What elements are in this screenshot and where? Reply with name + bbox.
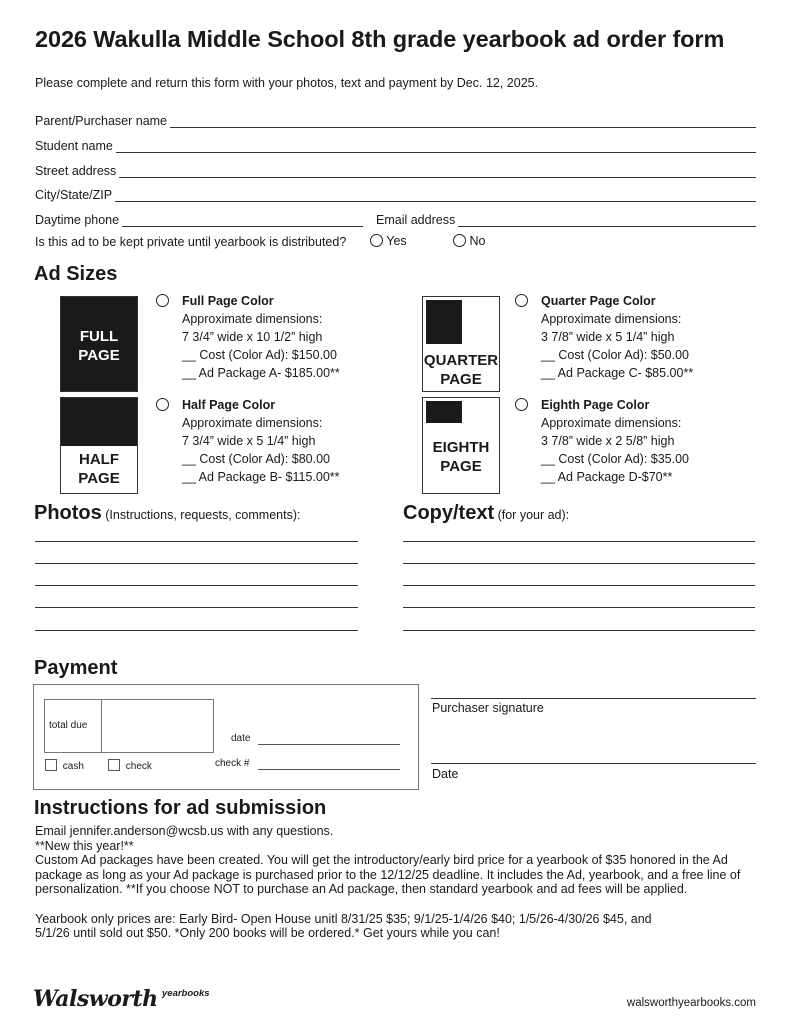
daytime-phone-field[interactable]: [35, 211, 363, 227]
payment-box: [33, 684, 419, 790]
ad-sizes-heading: Ad Sizes: [34, 263, 118, 285]
copy-line-3[interactable]: [403, 585, 755, 586]
cash-checkbox[interactable]: [45, 759, 57, 771]
photos-line-4[interactable]: [35, 607, 358, 608]
eighth-page-dims: 3 7/8” wide x 2 5/8” high: [541, 434, 675, 448]
photos-line-5[interactable]: [35, 630, 358, 631]
copy-subtitle: (for your ad):: [494, 508, 570, 522]
total-due-label: total due: [49, 720, 88, 731]
copy-title: Copy/text: [403, 502, 495, 524]
private-no-option[interactable]: [453, 234, 485, 248]
half-fill: [61, 398, 137, 446]
quarter-page-radio[interactable]: [515, 294, 528, 307]
full-page-cost: __ Cost (Color Ad): $150.00: [182, 348, 337, 362]
quarter-page-cost: __ Cost (Color Ad): $50.00: [541, 348, 689, 362]
email-line[interactable]: [458, 215, 756, 227]
purchaser-name-label: Parent/Purchaser name: [35, 114, 168, 128]
instructions-body: [35, 824, 765, 941]
full-page-option[interactable]: [182, 292, 340, 382]
full-page-dim-label: Approximate dimensions:: [182, 312, 323, 326]
quarter-page-package: __ Ad Package C- $85.00**: [541, 366, 694, 380]
eighth-page-diagram: [422, 397, 500, 494]
city-state-zip-field[interactable]: [35, 186, 756, 202]
private-yes-option[interactable]: [370, 234, 407, 248]
eighth-page-cost: __ Cost (Color Ad): $35.00: [541, 452, 689, 466]
instructions-email: Email jennifer.anderson@wcsb.us with any questions.: [35, 824, 334, 838]
full-page-dims: 7 3/4” wide x 10 1/2” high: [182, 330, 323, 344]
private-question: Is this ad to be kept private until yearbook is distributed?: [35, 235, 347, 249]
quarter-page-option[interactable]: [541, 292, 693, 382]
quarter-page-box-line2: PAGE: [440, 371, 482, 388]
city-state-zip-label: City/State/ZIP: [35, 188, 113, 202]
student-name-line[interactable]: [116, 141, 756, 153]
total-due-divider: [101, 700, 102, 752]
photos-heading: [34, 502, 300, 525]
instructions-prices: Yearbook only prices are: Early Bird- Open House unitl 8/31/25 $35; 9/1/25-1/4/26 $40; 1/5/26-4/30/26 $45, and 5/1/26 until sold out $50. *Only 200 books will be ordered.* Get yours while you can!: [35, 911, 652, 940]
half-page-option[interactable]: [182, 396, 340, 486]
instructions-packages: Custom Ad packages have been created. You will get the introductory/early bird price for a yearbook of $35 honored in the Ad package as long as your Ad package is purchased prior to the 12/12/25 deadline. It includes the Ad, yearbook, and a free line of personalization. **If you choose NOT to purchase an Ad package, then standard yearbook and ad fees will be applied.: [35, 853, 741, 896]
full-page-diagram: [60, 296, 138, 392]
signature-label: Purchaser signature: [432, 701, 544, 715]
city-state-zip-line[interactable]: [115, 190, 756, 202]
eighth-page-package: __ Ad Package D-$70**: [541, 470, 673, 484]
no-radio[interactable]: [453, 234, 466, 247]
instructions-heading: Instructions for ad submission: [34, 797, 327, 819]
date-line[interactable]: [258, 744, 400, 745]
copy-line-5[interactable]: [403, 630, 755, 631]
half-page-radio[interactable]: [156, 398, 169, 411]
cash-option[interactable]: [45, 759, 84, 772]
check-number-label: check #: [215, 758, 250, 769]
copy-heading: [403, 502, 569, 525]
full-page-radio[interactable]: [156, 294, 169, 307]
email-field[interactable]: [376, 211, 756, 227]
street-address-label: Street address: [35, 164, 117, 178]
quarter-page-name: Quarter Page Color: [541, 294, 656, 308]
walsworth-logo: Walsworth: [33, 986, 158, 1012]
purchaser-name-field[interactable]: [35, 112, 756, 128]
check-checkbox[interactable]: [108, 759, 120, 771]
copy-line-1[interactable]: [403, 541, 755, 542]
eighth-fill: [426, 401, 462, 423]
full-page-box-line1: FULL: [79, 328, 119, 345]
copy-line-2[interactable]: [403, 563, 755, 564]
full-page-package: __ Ad Package A- $185.00**: [182, 366, 340, 380]
signature-date-label: Date: [432, 767, 459, 781]
half-page-cost: __ Cost (Color Ad): $80.00: [182, 452, 330, 466]
half-page-box-line1: HALF: [79, 451, 119, 468]
eighth-page-box-line1: EIGHTH: [432, 439, 490, 456]
purchaser-name-line[interactable]: [170, 116, 756, 128]
daytime-phone-line[interactable]: [122, 215, 363, 227]
intro-label: Please complete and return this form with your photos, text and payment by: [35, 76, 454, 90]
yes-label: Yes: [386, 234, 407, 248]
photos-title: Photos: [34, 502, 102, 524]
student-name-field[interactable]: [35, 137, 756, 153]
half-page-name: Half Page Color: [182, 398, 276, 412]
quarter-page-diagram: [422, 296, 500, 392]
yes-radio[interactable]: [370, 234, 383, 247]
photos-line-3[interactable]: [35, 585, 358, 586]
photos-subtitle: (Instructions, requests, comments):: [101, 508, 301, 522]
walsworth-logo-yearbooks: yearbooks: [162, 988, 210, 999]
signature-date-line[interactable]: [431, 763, 756, 764]
half-page-box-line2: PAGE: [78, 470, 120, 487]
eighth-page-box-line2: PAGE: [440, 458, 482, 475]
check-option[interactable]: [108, 759, 152, 772]
photos-line-1[interactable]: [35, 541, 358, 542]
payment-heading: Payment: [34, 657, 118, 679]
full-page-name: Full Page Color: [182, 294, 274, 308]
total-due-box[interactable]: [44, 699, 214, 753]
quarter-page-dims: 3 7/8” wide x 5 1/4” high: [541, 330, 675, 344]
half-page-diagram: [60, 397, 138, 494]
eighth-page-dim-label: Approximate dimensions:: [541, 416, 682, 430]
date-label: date: [231, 733, 251, 744]
photos-line-2[interactable]: [35, 563, 358, 564]
quarter-fill: [426, 300, 462, 344]
street-address-line[interactable]: [119, 166, 756, 178]
website-text: walsworthyearbooks.com: [626, 997, 756, 1009]
cash-label: cash: [62, 761, 84, 772]
half-page-dim-label: Approximate dimensions:: [182, 416, 323, 430]
check-number-line[interactable]: [258, 769, 400, 770]
copy-line-4[interactable]: [403, 607, 755, 608]
student-name-label: Student name: [35, 139, 113, 153]
no-label: No: [469, 234, 486, 248]
daytime-phone-label: Daytime phone: [35, 213, 120, 227]
eighth-page-option[interactable]: [541, 396, 689, 486]
instructions-new: **New this year!**: [35, 838, 134, 853]
email-label: Email address: [376, 213, 456, 227]
half-page-dims: 7 3/4” wide x 5 1/4” high: [182, 434, 316, 448]
eighth-page-radio[interactable]: [515, 398, 528, 411]
check-label: check: [125, 761, 152, 772]
deadline: Dec. 12, 2025.: [456, 76, 539, 90]
form-title: 2026 Wakulla Middle School 8th grade yearbook ad order form: [35, 26, 725, 52]
signature-line[interactable]: [431, 698, 756, 699]
half-page-package: __ Ad Package B- $115.00**: [182, 470, 340, 484]
eighth-page-name: Eighth Page Color: [541, 398, 650, 412]
intro-text: [35, 76, 538, 90]
quarter-page-box-line1: QUARTER: [423, 352, 499, 369]
full-page-box-line2: PAGE: [78, 347, 120, 364]
street-address-field[interactable]: [35, 162, 756, 178]
quarter-page-dim-label: Approximate dimensions:: [541, 312, 682, 326]
